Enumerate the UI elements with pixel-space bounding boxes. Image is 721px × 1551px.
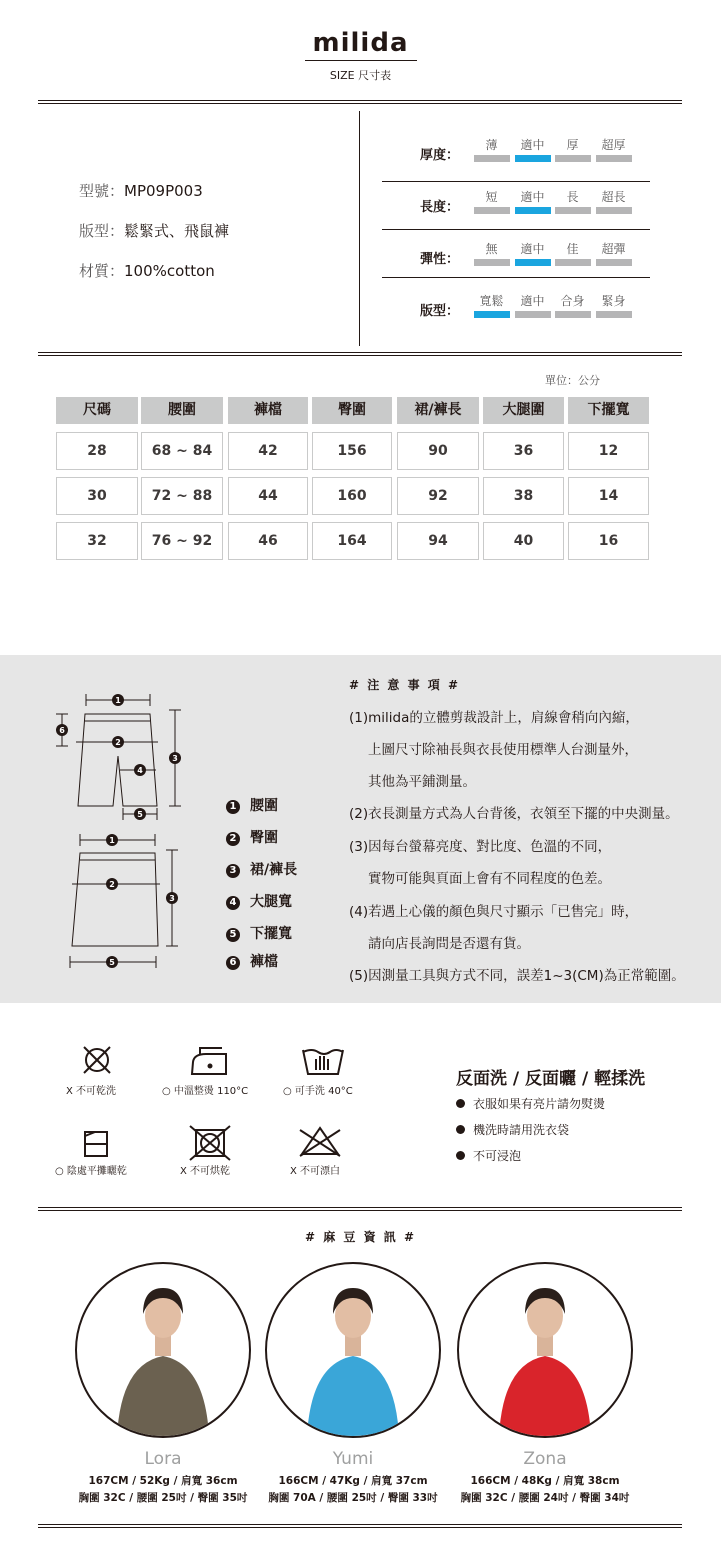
note-line: 請向店長詢問是否還有貨。 xyxy=(368,936,530,952)
table-cell: 32 xyxy=(56,522,138,560)
table-header-cell: 大腿圍 xyxy=(483,397,564,424)
legend-item xyxy=(226,827,278,847)
rating-bar xyxy=(555,259,591,266)
svg-text:2: 2 xyxy=(109,880,115,889)
legend-number: 6 xyxy=(226,956,240,970)
divider-middle xyxy=(38,352,682,356)
table-header-cell: 下擺寬 xyxy=(568,397,649,424)
model-stats: 166CM / 47Kg / 肩寬 37cm xyxy=(278,1475,428,1487)
rating-option: 適中 xyxy=(520,294,545,308)
model-stats: 167CM / 52Kg / 肩寬 36cm xyxy=(88,1475,238,1487)
rating-option: 合身 xyxy=(560,294,585,308)
unit-label: 單位：公分 xyxy=(545,374,600,387)
rating-bar-selected xyxy=(515,259,551,266)
shade-dry-icon xyxy=(85,1132,107,1156)
legend-number: 4 xyxy=(226,896,240,910)
rating-bar-selected xyxy=(474,311,510,318)
svg-text:1: 1 xyxy=(115,696,121,705)
table-cell: 72 ~ 88 xyxy=(141,477,223,515)
measurement-diagram xyxy=(50,688,200,978)
rating-bar xyxy=(474,207,510,214)
material-label: 材質： xyxy=(79,262,125,280)
bullet-icon xyxy=(456,1151,465,1160)
rating-bar xyxy=(555,207,591,214)
rating-bar-selected xyxy=(515,207,551,214)
rating-option: 適中 xyxy=(520,242,545,256)
material-value: 100%cotton xyxy=(124,262,215,280)
legend-number: 2 xyxy=(226,832,240,846)
legend-number: 3 xyxy=(226,864,240,878)
care-tip-text: 不可浸泡 xyxy=(473,1149,522,1163)
divider-models xyxy=(38,1207,682,1211)
notes-title: # 注 意 事 項 # xyxy=(349,678,460,692)
care-title: 反面洗 / 反面曬 / 輕揉洗 xyxy=(456,1069,646,1089)
rating-bar xyxy=(596,155,632,162)
care-tip xyxy=(456,1121,569,1138)
rating-bar xyxy=(515,311,551,318)
model-name: Zona xyxy=(523,1449,567,1469)
model-value: MP09P003 xyxy=(124,182,203,200)
table-cell: 16 xyxy=(568,522,649,560)
table-cell: 164 xyxy=(312,522,392,560)
table-cell: 40 xyxy=(483,522,564,560)
table-cell: 44 xyxy=(228,477,308,515)
rating-label: 版型： xyxy=(420,304,460,319)
fit-label: 版型： xyxy=(79,222,125,240)
legend-item xyxy=(226,891,292,911)
model-stats: 胸圍 70A / 腰圍 25吋 / 臀圍 33吋 xyxy=(268,1492,438,1504)
care-tip-text: 衣服如果有亮片請勿熨燙 xyxy=(473,1097,606,1111)
shorts-outline xyxy=(78,714,157,806)
product-material xyxy=(79,260,215,281)
table-header-cell: 裙/褲長 xyxy=(397,397,479,424)
legend-label: 裙/褲長 xyxy=(250,862,298,878)
table-header-cell: 褲檔 xyxy=(228,397,308,424)
table-header-cell: 腰圍 xyxy=(141,397,223,424)
note-line: 實物可能與頁面上會有不同程度的色差。 xyxy=(368,871,611,887)
model-photo xyxy=(457,1262,633,1438)
care-label-no-bleach: X 不可漂白 xyxy=(290,1166,341,1177)
rating-bar xyxy=(474,259,510,266)
table-cell: 90 xyxy=(397,432,479,470)
model-stats: 胸圍 32C / 腰圍 24吋 / 臀圍 34吋 xyxy=(460,1492,630,1504)
table-cell: 14 xyxy=(568,477,649,515)
rating-option: 長 xyxy=(566,190,579,204)
rating-option: 適中 xyxy=(520,138,545,152)
model-figure xyxy=(77,1264,249,1436)
iron-icon xyxy=(192,1048,226,1074)
rating-label: 長度： xyxy=(420,200,460,215)
rating-bar xyxy=(596,259,632,266)
no-dry-clean-icon xyxy=(84,1047,110,1073)
svg-text:6: 6 xyxy=(59,726,65,735)
rating-bar xyxy=(596,311,632,318)
rating-separator xyxy=(382,229,650,230)
model-label: 型號： xyxy=(79,182,125,200)
table-cell: 92 xyxy=(397,477,479,515)
note-line: 上圖尺寸除袖長與衣長使用標準人台測量外， xyxy=(368,742,638,758)
table-cell: 160 xyxy=(312,477,392,515)
model-photo xyxy=(265,1262,441,1438)
legend-item xyxy=(226,923,292,943)
care-label-hand-wash: ○ 可手洗 40°C xyxy=(283,1086,353,1097)
table-cell: 38 xyxy=(483,477,564,515)
rating-bar xyxy=(596,207,632,214)
table-cell: 42 xyxy=(228,432,308,470)
svg-text:3: 3 xyxy=(169,894,175,903)
legend-number: 1 xyxy=(226,800,240,814)
product-fit xyxy=(79,220,229,241)
model-name: Lora xyxy=(144,1449,182,1469)
svg-text:1: 1 xyxy=(109,836,115,845)
care-icons xyxy=(0,1040,440,1170)
divider-bottom xyxy=(38,1524,682,1528)
model-stats: 胸圍 32C / 腰圍 25吋 / 臀圍 35吋 xyxy=(78,1492,248,1504)
care-tip-text: 機洗時請用洗衣袋 xyxy=(473,1123,570,1137)
care-label-no-tumble-dry: X 不可烘乾 xyxy=(180,1166,231,1177)
svg-text:5: 5 xyxy=(109,958,115,967)
no-bleach-icon xyxy=(300,1128,340,1156)
note-line: (1)milida的立體剪裁設計上，肩線會稍向內縮， xyxy=(349,710,639,726)
rating-label: 彈性： xyxy=(420,252,460,267)
legend-item xyxy=(226,951,278,971)
model-photo xyxy=(75,1262,251,1438)
note-line: 其他為平鋪測量。 xyxy=(368,774,476,790)
table-cell: 156 xyxy=(312,432,392,470)
skirt-outline xyxy=(72,853,158,946)
hand-wash-icon xyxy=(303,1050,343,1074)
legend-item xyxy=(226,859,297,879)
rating-bar xyxy=(555,155,591,162)
model-figure xyxy=(459,1264,631,1436)
rating-option: 超厚 xyxy=(601,138,626,152)
care-label-iron: ○ 中溫整燙 110°C xyxy=(162,1086,249,1097)
rating-option: 佳 xyxy=(566,242,579,256)
care-tip xyxy=(456,1095,605,1112)
note-line: (3)因每台螢幕亮度、對比度、色溫的不同， xyxy=(349,839,612,855)
svg-text:4: 4 xyxy=(137,766,143,775)
svg-text:2: 2 xyxy=(115,738,121,747)
rating-option: 緊身 xyxy=(601,294,626,308)
rating-separator xyxy=(382,181,650,182)
legend-label: 臀圍 xyxy=(250,830,278,846)
note-line: (5)因測量工具與方式不同，誤差1~3(CM)為正常範圍。 xyxy=(349,968,685,984)
svg-text:5: 5 xyxy=(137,810,143,819)
svg-text:3: 3 xyxy=(172,754,178,763)
page-subtitle: SIZE 尺寸表 xyxy=(329,69,392,82)
rating-option: 超長 xyxy=(601,190,626,204)
table-cell: 94 xyxy=(397,522,479,560)
legend-label: 腰圍 xyxy=(250,798,278,814)
product-model xyxy=(79,180,203,201)
rating-option: 寬鬆 xyxy=(479,294,504,308)
model-figure xyxy=(267,1264,439,1436)
legend-item xyxy=(226,795,278,815)
legend-label: 下擺寬 xyxy=(250,926,292,942)
table-cell: 36 xyxy=(483,432,564,470)
care-tip xyxy=(456,1147,521,1164)
model-stats: 166CM / 48Kg / 肩寬 38cm xyxy=(470,1475,620,1487)
rating-bar xyxy=(474,155,510,162)
divider-top xyxy=(38,100,682,104)
rating-option: 薄 xyxy=(485,138,498,152)
note-line: (4)若遇上心儀的顏色與尺寸顯示「已售完」時， xyxy=(349,904,639,920)
rating-bar-selected xyxy=(515,155,551,162)
legend-label: 褲檔 xyxy=(250,954,278,970)
legend-number: 5 xyxy=(226,928,240,942)
no-tumble-dry-icon xyxy=(190,1126,230,1160)
info-divider xyxy=(359,111,360,346)
care-label-no-dry-clean: X 不可乾洗 xyxy=(66,1086,117,1097)
rating-option: 短 xyxy=(485,190,498,204)
table-cell: 30 xyxy=(56,477,138,515)
rating-separator xyxy=(382,277,650,278)
rating-option: 超彈 xyxy=(601,242,626,256)
table-header-cell: 尺碼 xyxy=(56,397,138,424)
table-cell: 12 xyxy=(568,432,649,470)
rating-option: 無 xyxy=(485,242,498,256)
rating-option: 厚 xyxy=(566,138,579,152)
rating-option: 適中 xyxy=(520,190,545,204)
table-cell: 28 xyxy=(56,432,138,470)
bullet-icon xyxy=(456,1099,465,1108)
brand-underline xyxy=(305,60,417,61)
rating-bar xyxy=(555,311,591,318)
bullet-icon xyxy=(456,1125,465,1134)
table-header-cell: 臀圍 xyxy=(312,397,392,424)
fit-value: 鬆緊式、飛鼠褲 xyxy=(124,222,230,240)
legend-label: 大腿寬 xyxy=(250,894,292,910)
models-title: # 麻 豆 資 訊 # xyxy=(305,1230,416,1244)
table-cell: 68 ~ 84 xyxy=(141,432,223,470)
note-line: (2)衣長測量方式為人台背後，衣領至下擺的中央測量。 xyxy=(349,806,679,822)
rating-label: 厚度： xyxy=(420,148,460,163)
table-cell: 46 xyxy=(228,522,308,560)
table-cell: 76 ~ 92 xyxy=(141,522,223,560)
care-label-shade-dry: ○ 陰處平攤曬乾 xyxy=(55,1166,127,1177)
brand-logo: milida xyxy=(312,28,409,58)
model-name: Yumi xyxy=(332,1449,374,1469)
